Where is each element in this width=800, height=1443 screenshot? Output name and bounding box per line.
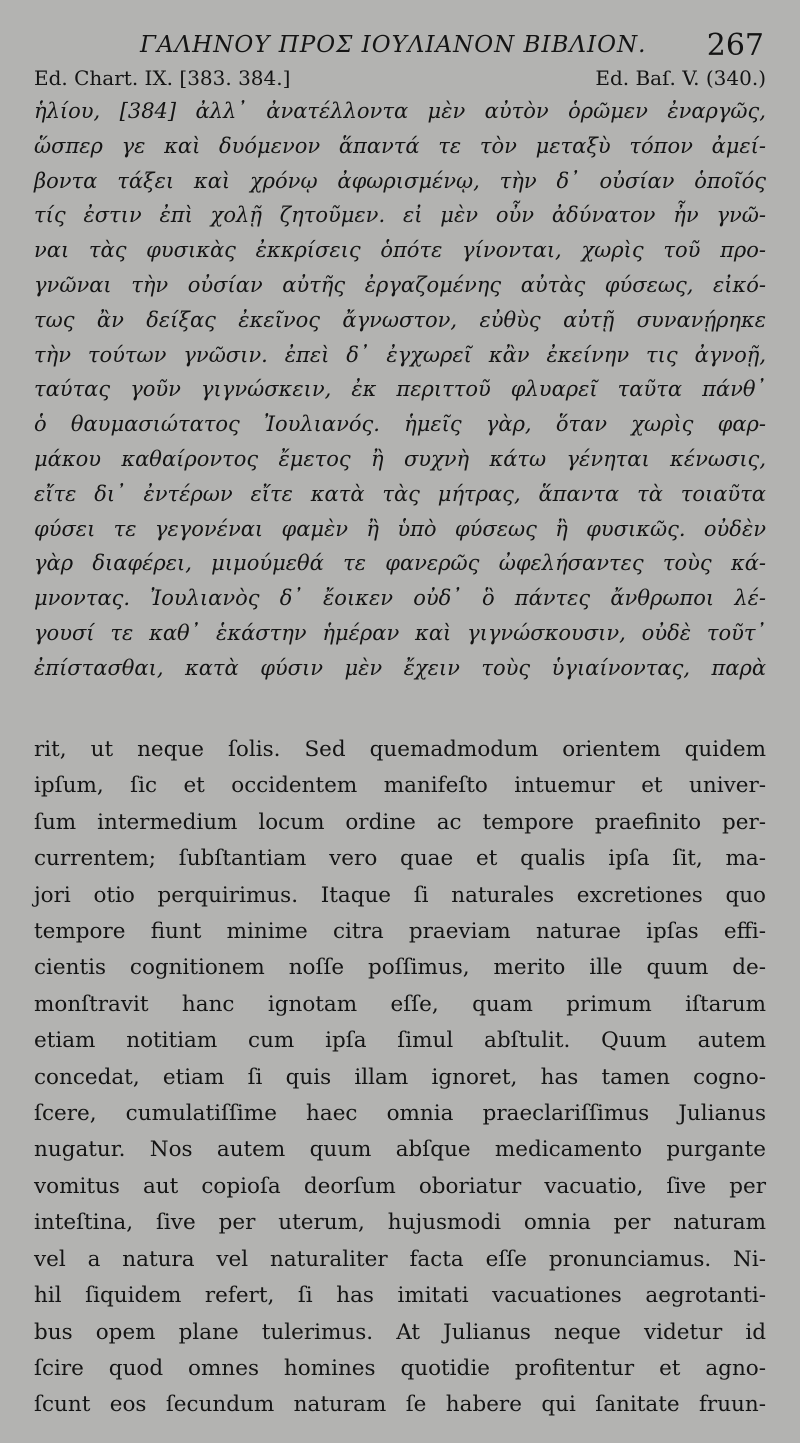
running-title: ΓΑΛΗΝΟΥ ΠΡΟΣ ΙΟΥΛΙΑΝΟΝ ΒΙΒΛΙΟΝ. [140, 32, 647, 58]
greek-line: τίς ἐστιν ἐπὶ χολῇ ζητοῦμεν. εἰ μὲν οὖν ἀδύνατον ἦν γνῶ- [34, 203, 766, 228]
latin-line: cientis cognitionem noſſe poſſimus, merito ille quum de- [34, 955, 766, 981]
latin-line: ſcunt eos ſecundum naturam ſe habere qui ſanitate fruun- [34, 1392, 766, 1418]
greek-line: ὁ θαυμασιώτατος Ἰουλιανός. ἡμεῖς γὰρ, ὅταν χωρὶς φαρ- [34, 412, 766, 437]
latin-text-block [34, 732, 766, 1424]
latin-line: bus opem plane tulerimus. At Julianus neque videtur id [34, 1319, 766, 1345]
greek-line: εἴτε δι᾽ ἐντέρων εἴτε κατὰ τὰς μήτρας, ἅπαντα τὰ τοιαῦτα [34, 481, 766, 506]
greek-line: ἐπίστασθαι, κατὰ φύσιν μὲν ἔχειν τοὺς ὑγιαίνοντας, παρὰ [34, 655, 766, 680]
latin-line: concedat, etiam ſi quis illam ignoret, has tamen cogno- [34, 1064, 766, 1090]
greek-line: μάκου καθαίροντος ἔμετος ἢ συχνὴ κάτω γένηται κένωσις, [34, 446, 766, 471]
edition-reference-row [34, 66, 766, 96]
latin-line: hil ſiquidem refert, ſi has imitati vacuationes aegrotanti- [34, 1283, 766, 1309]
latin-line: currentem; ſubſtantiam vero quae et qualis ipſa ſit, ma- [34, 846, 766, 872]
latin-line: ſum intermedium locum ordine ac tempore praefinito per- [34, 809, 766, 835]
greek-line: μνοντας. Ἰουλιανὸς δ᾽ ἔοικεν οὐδ᾽ ὃ πάντες ἄνθρωποι λέ- [34, 586, 766, 611]
greek-line: ταύτας γοῦν γιγνώσκειν, ἐκ περιττοῦ φλυαρεῖ ταῦτα πάνθ᾽ [34, 377, 766, 402]
greek-line: τως ἂν δείξας ἐκεῖνος ἄγνωστον, εὐθὺς αὐτῇ συνανῄρηκε [34, 307, 766, 332]
latin-line: tempore fiunt minime citra praeviam naturae ipſas effi- [34, 919, 766, 945]
latin-line: vel a natura vel naturaliter facta eſſe pronunciamus. Ni- [34, 1246, 766, 1272]
edition-reference-basel: Ed. Baſ. V. (340.) [595, 66, 766, 90]
greek-line: γουσί τε καθ᾽ ἑκάστην ἡμέραν καὶ γιγνώσκουσιν, οὐδὲ τοῦτ᾽ [34, 620, 766, 645]
latin-line: monſtravit hanc ignotam eſſe, quam primum iſtarum [34, 991, 766, 1017]
greek-line: ἡλίου, [384] ἀλλ᾽ ἀνατέλλοντα μὲν αὐτὸν ὁρῶμεν ἐναργῶς, [34, 99, 766, 123]
greek-line: γνῶναι τὴν οὐσίαν αὐτῆς ἐργαζομένης αὐτὰς φύσεως, εἰκό- [34, 272, 766, 297]
greek-line: φύσει τε γεγονέναι φαμὲν ἢ ὑπὸ φύσεως ἢ φυσικῶς. οὐδὲν [34, 516, 766, 541]
greek-line: ναι τὰς φυσικὰς ἐκκρίσεις ὁπότε γίνονται, χωρὶς τοῦ προ- [34, 238, 766, 263]
greek-line: τὴν τούτων γνῶσιν. ἐπεὶ δ᾽ ἐγχωρεῖ κἂν ἐκείνην τις ἀγνοῇ, [34, 342, 766, 367]
latin-line: vomitus aut copioſa deorſum oboriatur vacuatio, ſive per [34, 1173, 766, 1199]
latin-line: ſcere, cumulatiſſime haec omnia praeclariſſimus Julianus [34, 1101, 766, 1127]
latin-line: ſcire quod omnes homines quotidie profitentur et agno- [34, 1355, 766, 1381]
greek-line: βοντα τάξει καὶ χρόνῳ ἀφωρισμένῳ, τὴν δ᾽ οὐσίαν ὁποῖός [34, 168, 766, 193]
latin-line: inteſtina, ſive per uterum, hujusmodi omnia per naturam [34, 1210, 766, 1236]
greek-line: γὰρ διαφέρει, μιμούμεθά τε φανερῶς ὠφελήσαντες τοὺς κά- [34, 551, 766, 576]
page-header [0, 28, 800, 68]
greek-line: ὥσπερ γε καὶ δυόμενον ἅπαντά τε τὸν μεταξὺ τόπον ἀμεί- [34, 133, 766, 158]
greek-text-block [34, 94, 766, 686]
page-number: 267 [706, 28, 764, 63]
edition-reference-chartier: Ed. Chart. IX. [383. 384.] [34, 66, 291, 90]
latin-line: rit, ut neque ſolis. Sed quemadmodum orientem quidem [34, 737, 766, 762]
latin-line: ipſum, ſic et occidentem manifeſto intuemur et univer- [34, 773, 766, 799]
latin-line: jori otio perquirimus. Itaque ſi naturales excretiones quo [34, 882, 766, 908]
latin-line: etiam notitiam cum ipſa ſimul abſtulit. Quum autem [34, 1028, 766, 1054]
latin-line: nugatur. Nos autem quum abſque medicamento purgante [34, 1137, 766, 1163]
